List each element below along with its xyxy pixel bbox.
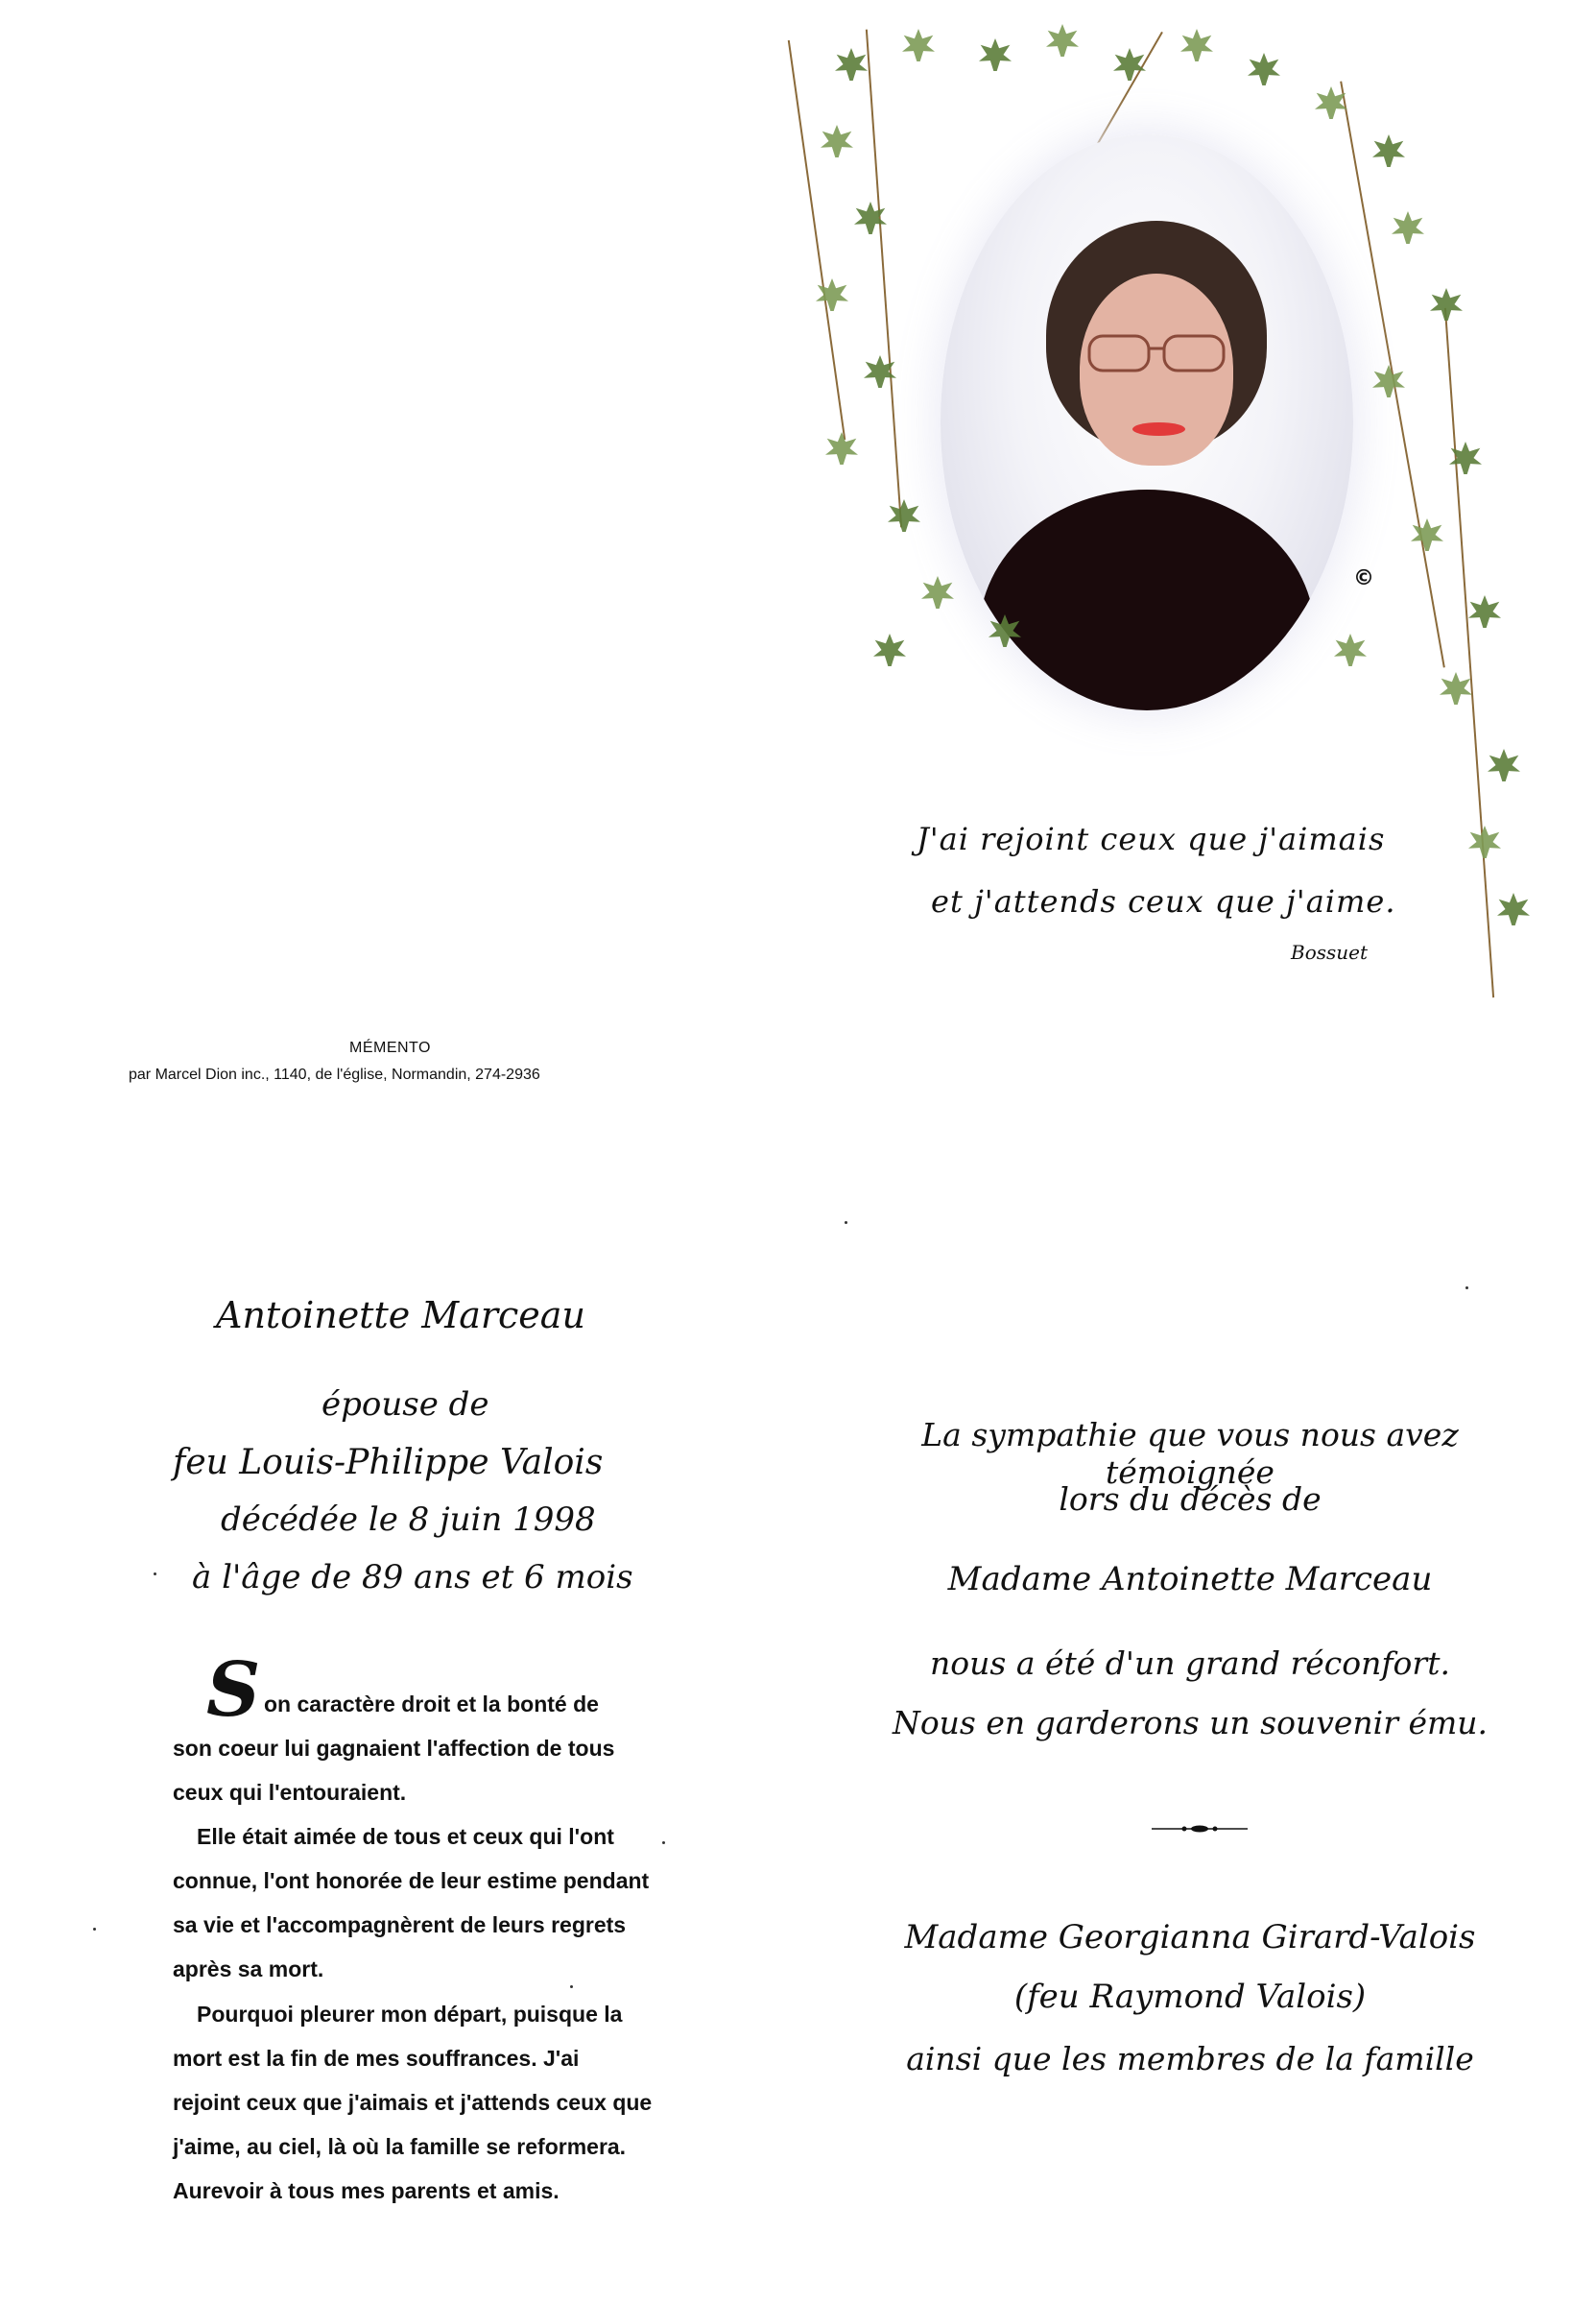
maple-leaf-icon bbox=[1372, 134, 1405, 167]
maple-leaf-icon bbox=[873, 634, 906, 666]
family-signature-1: Madame Georgianna Girard-Valois bbox=[904, 1918, 1476, 1956]
vine-stem bbox=[866, 30, 902, 528]
maple-leaf-icon bbox=[1046, 24, 1079, 57]
maple-leaf-icon bbox=[1372, 365, 1405, 397]
maple-leaf-icon bbox=[1430, 288, 1463, 321]
maple-leaf-icon bbox=[1248, 53, 1280, 85]
maple-leaf-icon bbox=[821, 125, 853, 157]
age-at-death: à l'âge de 89 ans et 6 mois bbox=[192, 1558, 633, 1596]
thanks-line-2: lors du décès de bbox=[1059, 1480, 1322, 1518]
spouse-name: feu Louis-Philippe Valois bbox=[173, 1443, 604, 1482]
maple-leaf-icon bbox=[1497, 893, 1530, 925]
maple-leaf-icon bbox=[1468, 826, 1501, 858]
scan-speck bbox=[845, 1221, 847, 1224]
deceased-name: Antoinette Marceau bbox=[216, 1294, 585, 1336]
scan-speck bbox=[154, 1572, 156, 1575]
paragraph-1 bbox=[173, 1682, 653, 1814]
paragraph-1-first-line: on caractère droit et la bonté de bbox=[264, 1692, 599, 1716]
spouse-label: épouse de bbox=[322, 1385, 489, 1424]
paragraph-3: Pourquoi pleurer mon départ, puisque la mort est la fin de mes souffrances. J'ai rejoint ceux que j'aimais et j'attends ceux que j'aime, au ciel, là où la famille se reformera. Aurevoir à tous mes parents et amis. bbox=[173, 2002, 653, 2203]
scan-speck bbox=[570, 1985, 573, 1988]
maple-leaf-icon bbox=[1440, 672, 1472, 705]
memento-title: MÉMENTO bbox=[349, 1040, 431, 1056]
vine-stem bbox=[788, 40, 846, 440]
maple-leaf-icon bbox=[816, 278, 848, 311]
maple-leaf-icon bbox=[854, 202, 887, 234]
maple-leaf-icon bbox=[835, 48, 868, 81]
maple-leaf-icon bbox=[1180, 29, 1213, 61]
maple-leaf-icon bbox=[1392, 211, 1424, 244]
quote-author: Bossuet bbox=[1291, 941, 1369, 964]
thanks-deceased-name: Madame Antoinette Marceau bbox=[947, 1560, 1433, 1598]
vine-stem bbox=[1444, 308, 1494, 997]
thanks-line-4: Nous en garderons un souvenir ému. bbox=[892, 1704, 1489, 1741]
divider-ornament-icon bbox=[1152, 1824, 1248, 1834]
maple-leaf-icon bbox=[1411, 518, 1443, 551]
quote-line-2: et j'attends ceux que j'aime. bbox=[931, 883, 1396, 920]
maple-leaf-icon bbox=[921, 576, 954, 609]
maple-leaf-icon bbox=[979, 38, 1012, 71]
death-date: décédée le 8 juin 1998 bbox=[221, 1500, 596, 1539]
printer-credit: par Marcel Dion inc., 1140, de l'église, Normandin, 274-2936 bbox=[129, 1067, 540, 1083]
copyright-mark: © bbox=[1353, 566, 1374, 590]
glasses-icon bbox=[1084, 331, 1228, 374]
paragraph-2: Elle était aimée de tous et ceux qui l'ont connue, l'ont honorée de leur estime pendant sa vie et l'accompagnèrent de leurs regrets après sa mort. bbox=[173, 1824, 650, 1981]
scan-speck bbox=[93, 1928, 96, 1931]
maple-leaf-icon bbox=[825, 432, 858, 465]
scan-speck bbox=[662, 1841, 665, 1844]
maple-leaf-icon bbox=[1468, 595, 1501, 628]
thanks-line-3: nous a été d'un grand réconfort. bbox=[930, 1644, 1450, 1682]
thanks-line-1: La sympathie que vous nous avez témoignée bbox=[921, 1416, 1459, 1491]
family-signature-2: (feu Raymond Valois) bbox=[1013, 1978, 1367, 2016]
portrait-lips bbox=[1132, 422, 1185, 436]
maple-leaf-icon bbox=[902, 29, 935, 61]
family-signature-3: ainsi que les membres de la famille bbox=[906, 2040, 1474, 2077]
maple-leaf-icon bbox=[1488, 749, 1520, 781]
portrait-dress bbox=[979, 490, 1315, 710]
maple-leaf-icon bbox=[1334, 634, 1367, 666]
paragraph-1-rest: son coeur lui gagnaient l'affection de tous ceux qui l'entouraient. bbox=[173, 1736, 615, 1805]
quote-line-1: J'ai rejoint ceux que j'aimais bbox=[917, 821, 1386, 857]
maple-leaf-icon bbox=[888, 499, 920, 532]
drop-cap: S bbox=[206, 1646, 261, 1734]
scan-speck bbox=[1465, 1286, 1468, 1289]
portrait-panel bbox=[797, 19, 1555, 1018]
